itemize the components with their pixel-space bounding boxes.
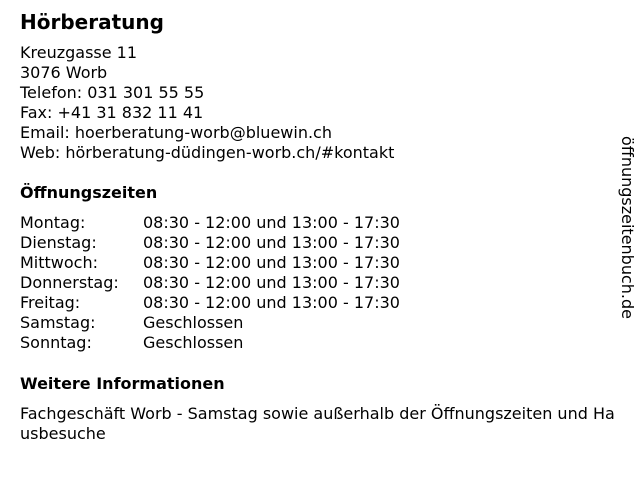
email-address: Email: hoerberatung-worb@bluewin.ch	[20, 123, 332, 142]
hours-row	[20, 253, 400, 273]
page-title: Hörberatung	[20, 10, 164, 34]
hours-row	[20, 293, 400, 313]
contact-block	[20, 43, 394, 163]
hours-row	[20, 313, 400, 333]
hours-row	[20, 213, 400, 233]
info-heading: Weitere Informationen	[20, 374, 225, 393]
hours-row	[20, 233, 400, 253]
day-label: Sonntag:	[20, 333, 92, 352]
fax-number: Fax: +41 31 832 11 41	[20, 103, 204, 122]
address-city: 3076 Worb	[20, 63, 108, 82]
hours-row	[20, 273, 400, 293]
watermark: öffnungszeitenbuch.de	[618, 136, 637, 319]
day-label: Donnerstag:	[20, 273, 119, 292]
time-value: 08:30 - 12:00 und 13:00 - 17:30	[143, 273, 400, 292]
time-value: 08:30 - 12:00 und 13:00 - 17:30	[143, 213, 400, 232]
website-url: Web: hörberatung-düdingen-worb.ch/#kontakt	[20, 143, 395, 162]
address-street: Kreuzgasse 11	[20, 43, 138, 62]
info-text: Fachgeschäft Worb - Samstag sowie außerhalb der Öffnungszeiten und Hausbesuche	[20, 404, 615, 443]
time-value: Geschlossen	[143, 313, 244, 332]
day-label: Samstag:	[20, 313, 96, 332]
day-label: Montag:	[20, 213, 86, 232]
day-label: Dienstag:	[20, 233, 97, 252]
hours-row	[20, 333, 400, 353]
day-label: Mittwoch:	[20, 253, 98, 272]
day-label: Freitag:	[20, 293, 81, 312]
time-value: 08:30 - 12:00 und 13:00 - 17:30	[143, 253, 400, 272]
hours-table	[20, 213, 400, 353]
time-value: 08:30 - 12:00 und 13:00 - 17:30	[143, 293, 400, 312]
phone-number: Telefon: 031 301 55 55	[20, 83, 205, 102]
time-value: Geschlossen	[143, 333, 244, 352]
time-value: 08:30 - 12:00 und 13:00 - 17:30	[143, 233, 400, 252]
hours-heading: Öffnungszeiten	[20, 183, 158, 202]
